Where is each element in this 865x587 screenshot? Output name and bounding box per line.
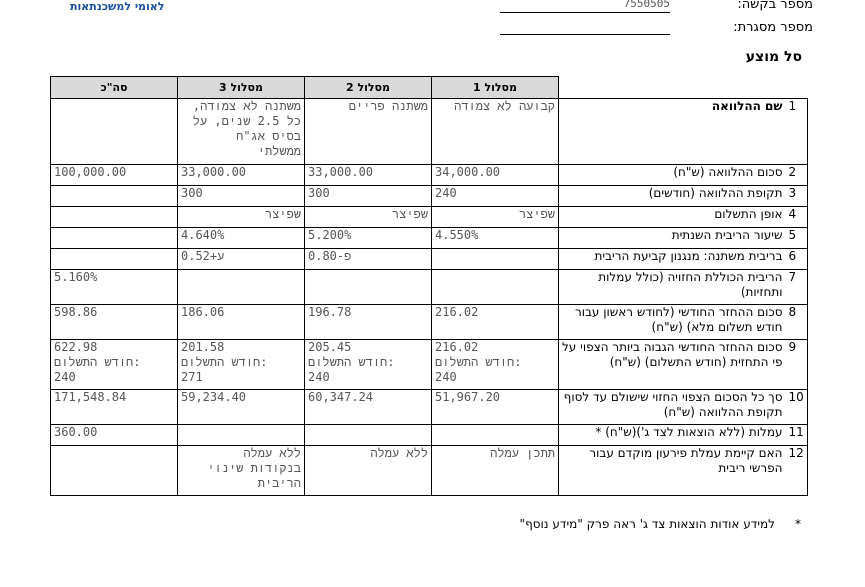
header-track2: מסלול 2: [305, 77, 432, 99]
cell-row-number: 7: [786, 270, 808, 305]
header-track3: מסלול 3: [178, 77, 305, 99]
table-row: [51, 446, 808, 496]
cell-track3: משתנה לא צמודה, כל 2.5 שנים, על בסיס אג"ח ממשלתי: [178, 99, 305, 165]
cell-description: אופן התשלום: [559, 207, 786, 228]
cell-description: הריבית הכוללת החזויה (כולל עמלות ותחזיות): [559, 270, 786, 305]
cell-track3: 201.58 חודש התשלום: 271: [178, 340, 305, 390]
cell-track2: 196.78: [305, 305, 432, 340]
cell-track1: 216.02: [432, 305, 559, 340]
header-track1: מסלול 1: [432, 77, 559, 99]
cell-track2: [305, 425, 432, 446]
cell-total: [51, 228, 178, 249]
cell-track1: 51,967.20: [432, 390, 559, 425]
cell-row-number: 10: [786, 390, 808, 425]
cell-track2: 60,347.24: [305, 390, 432, 425]
cell-track2: שפיצר: [305, 207, 432, 228]
table-header-row: [51, 77, 808, 99]
table-row: [51, 207, 808, 228]
cell-total: [51, 446, 178, 496]
cell-row-number: 2: [786, 165, 808, 186]
cell-track3: 300: [178, 186, 305, 207]
cell-track3: ללא עמלה בנקודות שינוי הריבית: [178, 446, 305, 496]
request-number-line: [500, 12, 670, 13]
cell-total: [51, 186, 178, 207]
logo-text: לאומי למשכנתאות: [70, 0, 165, 13]
cell-total: 360.00: [51, 425, 178, 446]
closing-number-line: [500, 34, 670, 35]
cell-row-number: 5: [786, 228, 808, 249]
cell-row-number: 6: [786, 249, 808, 270]
cell-row-number: 11: [786, 425, 808, 446]
footnote-star: *: [795, 517, 801, 531]
cell-total: [51, 207, 178, 228]
cell-description: תקופת ההלוואה (חודשים): [559, 186, 786, 207]
cell-track2: 300: [305, 186, 432, 207]
cell-track2: 5.200%: [305, 228, 432, 249]
cell-total: 598.86: [51, 305, 178, 340]
cell-total: [51, 249, 178, 270]
cell-track2: פ-0.80: [305, 249, 432, 270]
table-row: [51, 249, 808, 270]
cell-track1: [432, 425, 559, 446]
cell-description: סכום ההחזר החודשי הגבוה ביותר הצפוי על פי התחזית (חודש התשלום) (ש"ח): [559, 340, 786, 390]
section-title: סל מוצע: [745, 49, 802, 65]
cell-description: סכום ההלוואה (ש"ח): [559, 165, 786, 186]
cell-description: סך כל הסכום הצפוי החזוי שישולם עד לסוף תקופת ההלוואה (ש"ח): [559, 390, 786, 425]
cell-track1: 216.02 חודש התשלום: 240: [432, 340, 559, 390]
cell-track3: 33,000.00: [178, 165, 305, 186]
closing-number-label: מספר מסגרת:: [733, 20, 813, 35]
table-row: [51, 390, 808, 425]
cell-row-number: 8: [786, 305, 808, 340]
cell-track3: שפיצר: [178, 207, 305, 228]
cell-track3: [178, 270, 305, 305]
cell-row-number: 3: [786, 186, 808, 207]
cell-row-number: 12: [786, 446, 808, 496]
cell-track1: 34,000.00: [432, 165, 559, 186]
cell-track2: 33,000.00: [305, 165, 432, 186]
header-total: סה"כ: [51, 77, 178, 99]
table-row: [51, 165, 808, 186]
table-row: [51, 305, 808, 340]
table-row: [51, 425, 808, 446]
cell-row-number: 4: [786, 207, 808, 228]
cell-track1: תתכן עמלה: [432, 446, 559, 496]
cell-track1: [432, 249, 559, 270]
cell-track1: 240: [432, 186, 559, 207]
cell-track1: קבועה לא צמודה: [432, 99, 559, 165]
footnote-text: למידע אודות הוצאות צד ג' ראה פרק "מידע נוסף": [519, 517, 775, 531]
cell-track3: [178, 425, 305, 446]
cell-track2: [305, 270, 432, 305]
cell-track2: 205.45 חודש התשלום: 240: [305, 340, 432, 390]
loan-basket-table: [50, 76, 808, 496]
cell-total: 622.98 חודש התשלום: 240: [51, 340, 178, 390]
cell-total: 100,000.00: [51, 165, 178, 186]
cell-total: 5.160%: [51, 270, 178, 305]
cell-row-number: 9: [786, 340, 808, 390]
cell-description: שיעור הריבית השנתית: [559, 228, 786, 249]
cell-description: האם קיימת עמלת פירעון מוקדם עבור הפרשי ריבית: [559, 446, 786, 496]
cell-track3: 4.640%: [178, 228, 305, 249]
request-number-label: מספר בקשה:: [737, 0, 813, 12]
cell-track1: [432, 270, 559, 305]
cell-track3: ע+0.52: [178, 249, 305, 270]
cell-track1: שפיצר: [432, 207, 559, 228]
table-row: [51, 99, 808, 165]
cell-description: סכום ההחזר החודשי (לחודש ראשון עבור חודש תשלום מלא) (ש"ח): [559, 305, 786, 340]
table-row: [51, 228, 808, 249]
cell-description: שם ההלוואה: [559, 99, 786, 165]
cell-track3: 186.06: [178, 305, 305, 340]
cell-total: [51, 99, 178, 165]
table-row: [51, 340, 808, 390]
cell-row-number: 1: [786, 99, 808, 165]
table-row: [51, 186, 808, 207]
cell-track3: 59,234.40: [178, 390, 305, 425]
cell-track2: ללא עמלה: [305, 446, 432, 496]
cell-description: בריבית משתנה: מנגנון קביעת הריבית: [559, 249, 786, 270]
table-row: [51, 270, 808, 305]
cell-total: 171,548.84: [51, 390, 178, 425]
request-number-value: 7550505: [623, 0, 670, 10]
cell-track1: 4.550%: [432, 228, 559, 249]
cell-description: עמלות (ללא הוצאות לצד ג')(ש"ח) *: [559, 425, 786, 446]
cell-track2: משתנה פריים: [305, 99, 432, 165]
